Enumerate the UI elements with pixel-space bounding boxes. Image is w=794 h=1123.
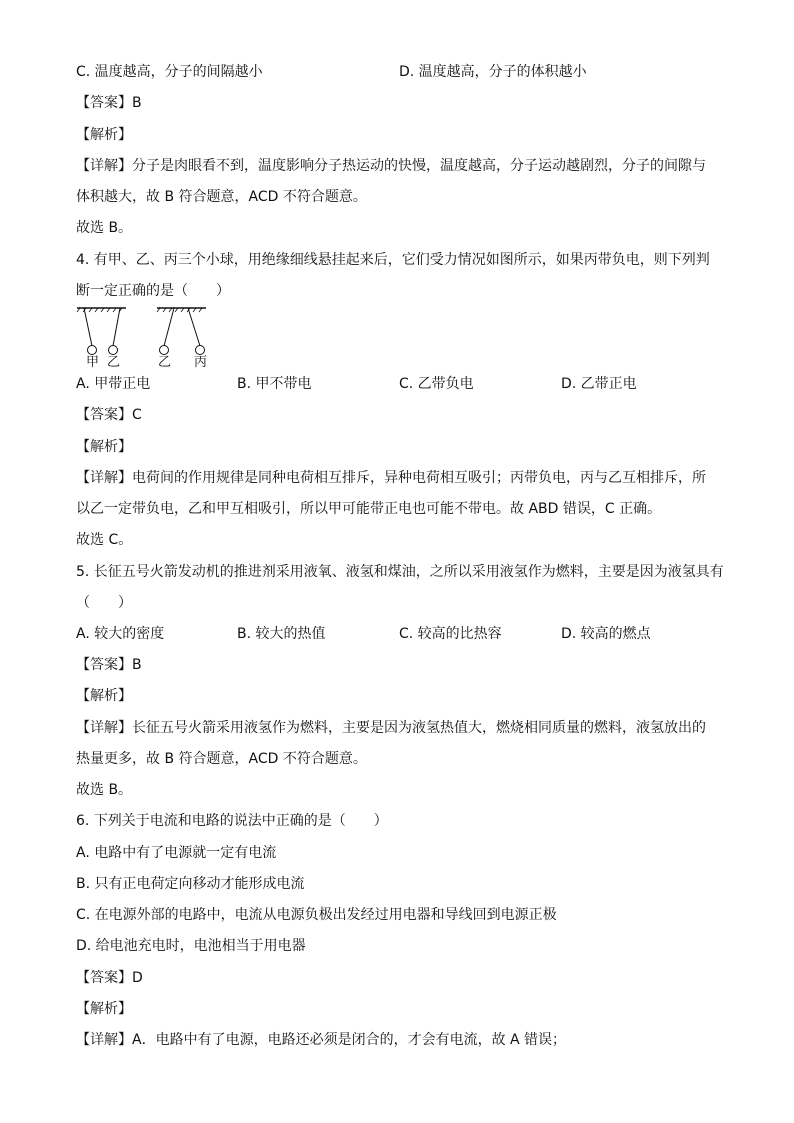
- q5-stem-line-1: 5. 长征五号火箭发动机的推进剂采用液氧、液氢和煤油，之所以采用液氢作为燃料，主要是因为液氢具有: [76, 564, 724, 580]
- q5-option-d: D. 较高的燃点: [561, 626, 651, 642]
- q6-detail-line-1: 【详解】A．电路中有了电源，电路还必须是闭合的，才会有电流，故 A 错误；: [76, 1032, 567, 1048]
- q4-detail-line-1: 【详解】电荷间的作用规律是同种电荷相互排斥，异种电荷相互吸引；丙带负电，丙与乙互相排斥，所: [76, 470, 706, 486]
- q6-option-d: D. 给电池充电时，电池相当于用电器: [76, 938, 306, 954]
- q4-analysis-heading: 【解析】: [76, 439, 132, 455]
- q6-option-a: A. 电路中有了电源就一定有电流: [76, 845, 277, 861]
- q6-option-b: B. 只有正电荷定向移动才能形成电流: [76, 876, 305, 892]
- q5-option-a: A. 较大的密度: [76, 626, 165, 642]
- q3-detail-line-1: 【详解】分子是肉眼看不到，温度影响分子热运动的快慢，温度越高，分子运动越剧烈，分子的间隙与: [76, 158, 706, 174]
- q4-hanging-balls-figure: [74, 306, 234, 368]
- q6-option-c: C. 在电源外部的电路中，电流从电源负极出发经过用电器和导线回到电源正极: [76, 907, 557, 923]
- q5-detail-line-2: 热量更多，故 B 符合题意，ACD 不符合题意。: [76, 751, 367, 767]
- q4-option-d: D. 乙带正电: [561, 376, 637, 392]
- q6-analysis-heading: 【解析】: [76, 1001, 132, 1017]
- q4-option-b: B. 甲不带电: [237, 376, 312, 392]
- q4-option-c: C. 乙带负电: [399, 376, 474, 392]
- q5-option-c: C. 较高的比热容: [399, 626, 502, 642]
- q4-conclusion: 故选 C。: [76, 532, 133, 548]
- q3-option-c: C. 温度越高，分子的间隔越小: [76, 64, 263, 80]
- q3-detail-line-2: 体积越大，故 B 符合题意，ACD 不符合题意。: [76, 189, 367, 205]
- q5-conclusion: 故选 B。: [76, 782, 133, 798]
- ball-jia-left: [88, 346, 97, 355]
- label-bing: 丙: [194, 355, 208, 368]
- q4-option-a: A. 甲带正电: [76, 376, 151, 392]
- q4-stem-line-1: 4. 有甲、乙、丙三个小球，用绝缘细线悬挂起来后，它们受力情况如图所示，如果丙带负电，则下列判: [76, 252, 710, 268]
- q3-option-d: D. 温度越高，分子的体积越小: [399, 64, 587, 80]
- q3-answer: 【答案】B: [76, 95, 142, 111]
- ball-yi-left: [109, 346, 118, 355]
- q5-detail-line-1: 【详解】长征五号火箭采用液氢作为燃料，主要是因为液氢热值大，燃烧相同质量的燃料，液氢放出的: [76, 720, 706, 736]
- left-suspension-pair: [77, 308, 126, 368]
- q3-conclusion: 故选 B。: [76, 220, 133, 236]
- q6-stem: 6. 下列关于电流和电路的说法中正确的是（ ）: [76, 813, 388, 829]
- q6-answer: 【答案】D: [76, 970, 143, 986]
- q4-answer: 【答案】C: [76, 407, 142, 423]
- q5-stem-line-2: （ ）: [76, 595, 132, 611]
- q4-detail-line-2: 以乙一定带负电，乙和甲互相吸引，所以甲可能带正电也可能不带电。故 ABD 错误，C 正确。: [76, 501, 662, 517]
- ball-bing: [196, 346, 205, 355]
- q5-answer: 【答案】B: [76, 657, 142, 673]
- q5-option-b: B. 较大的热值: [237, 626, 326, 642]
- q3-analysis-heading: 【解析】: [76, 127, 132, 143]
- right-suspension-pair: [157, 308, 207, 368]
- ball-yi-right: [160, 346, 169, 355]
- label-yi-left: 乙: [107, 355, 121, 368]
- label-jia: 甲: [86, 355, 100, 368]
- q5-analysis-heading: 【解析】: [76, 688, 132, 704]
- q4-stem-line-2: 断一定正确的是（ ）: [76, 283, 230, 299]
- label-yi-right: 乙: [158, 355, 172, 368]
